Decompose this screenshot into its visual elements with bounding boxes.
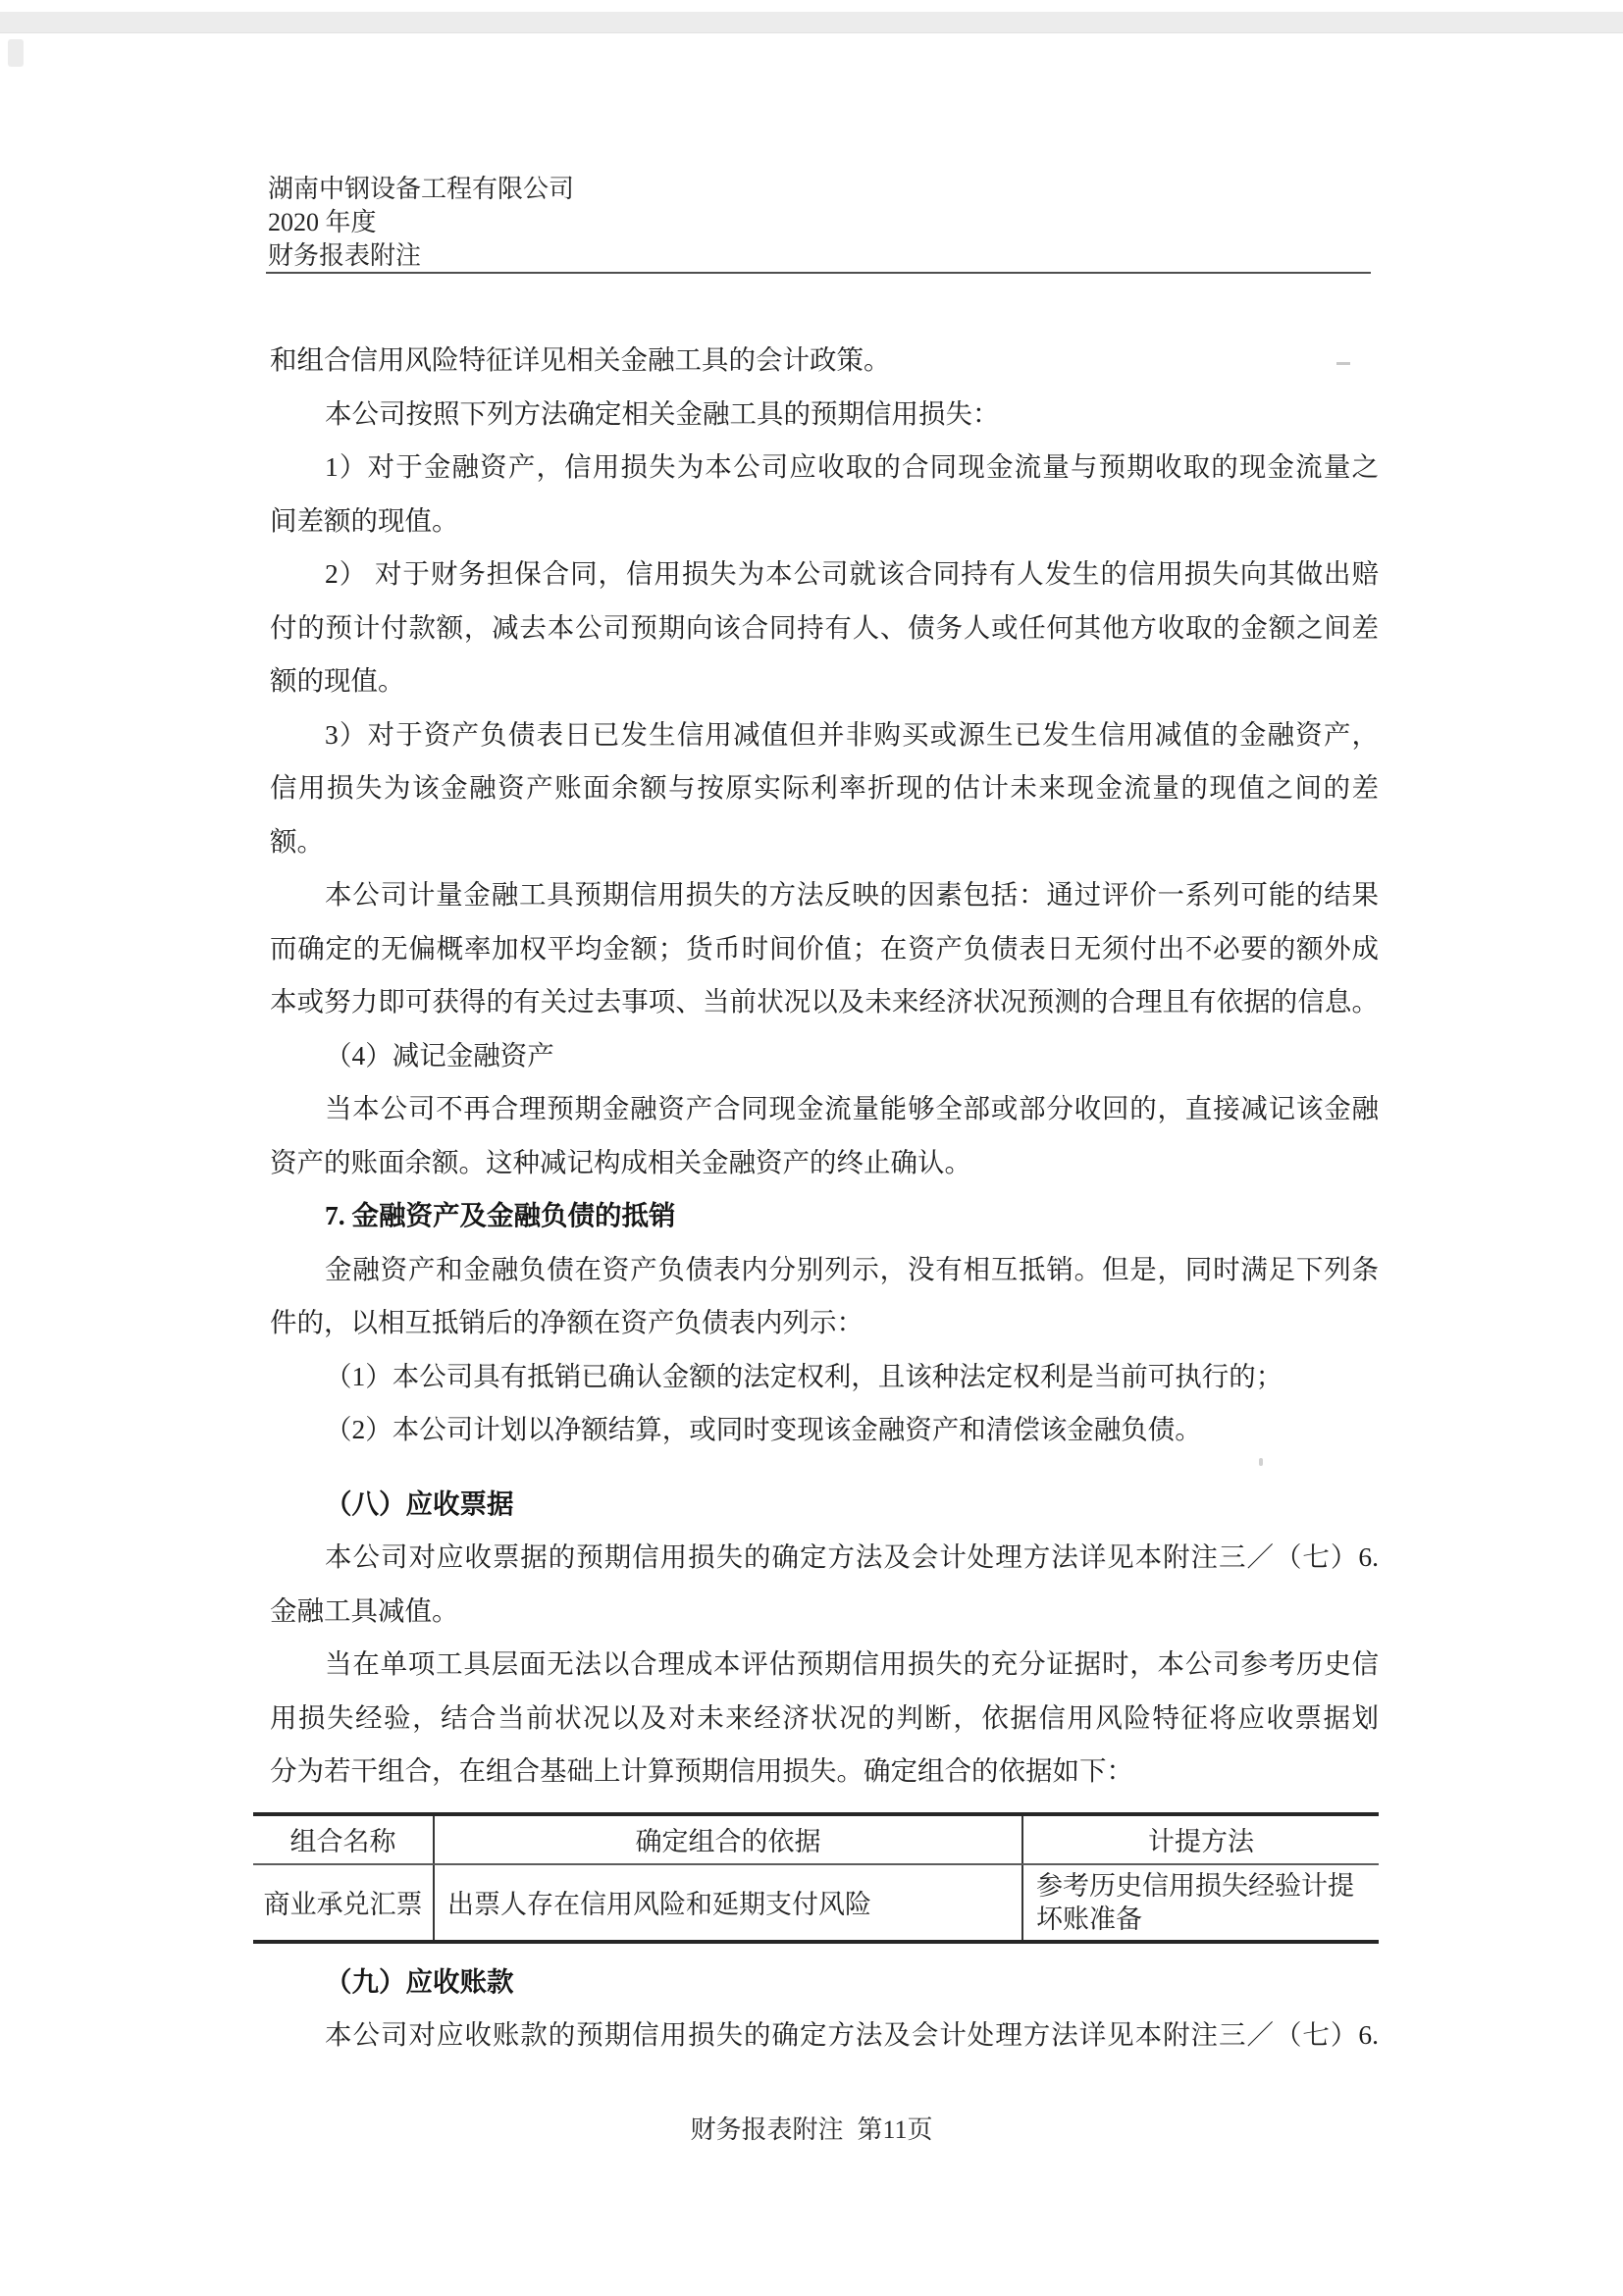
doc-type-title: 财务报表附注 [268, 241, 422, 270]
body-line: 金融资产和金融负债在资产负债表内分别列示，没有相互抵销。但是，同时满足下列条 [325, 1253, 1379, 1284]
body-line: 本或努力即可获得的有关过去事项、当前状况以及未来经济状况预测的合理且有依据的信息。 [270, 986, 1379, 1017]
body-line: 用损失经验，结合当前状况以及对未来经济状况的判断，依据信用风险特征将应收票据划 [270, 1701, 1379, 1733]
section-heading-notes-receivable: （八）应收票据 [325, 1487, 514, 1519]
cell-portfolio-basis: 出票人存在信用风险和延期支付风险 [434, 1864, 1022, 1942]
document-header [268, 173, 574, 273]
body-line: 当本公司不再合理预期金融资产合同现金流量能够全部或部分收回的，直接减记该金融 [325, 1093, 1379, 1123]
fiscal-year: 2020 年度 [268, 208, 377, 236]
body-line: 和组合信用风险特征详见相关金融工具的会计政策。 [270, 344, 891, 375]
body-line: 金融工具减值。 [270, 1594, 459, 1626]
body-line: （1）本公司具有抵销已确认金额的法定权利，且该种法定权利是当前可执行的； [325, 1360, 1283, 1391]
page-footer [0, 2110, 1623, 2146]
cell-provision-method: 参考历史信用损失经验计提坏账准备 [1022, 1864, 1379, 1942]
body-line: 而确定的无偏概率加权平均金额；货币时间价值；在资产负债表日无须付出不必要的额外成 [270, 932, 1379, 964]
body-line: 额的现值。 [270, 665, 405, 696]
company-name: 湖南中钢设备工程有限公司 [268, 175, 575, 203]
body-line: 件的，以相互抵销后的净额在资产负债表内列示： [270, 1307, 864, 1337]
portfolio-table [253, 1812, 1379, 1944]
body-line: 分为若干组合，在组合基础上计算预期信用损失。确定组合的依据如下： [270, 1755, 1133, 1786]
body-line: 当在单项工具层面无法以合理成本评估预期信用损失的充分证据时，本公司参考历史信 [325, 1648, 1379, 1679]
scan-artifact-smudge [8, 39, 24, 67]
document-body [263, 334, 1379, 2062]
cell-portfolio-name: 商业承兑汇票 [263, 1890, 423, 1919]
section-heading-accounts-receivable: （九）应收账款 [325, 1965, 514, 1997]
body-line: 2） 对于财务担保合同，信用损失为本公司就该合同持有人发生的信用损失向其做出赔 [325, 558, 1379, 589]
body-line: 额。 [270, 825, 324, 857]
body-line: （2）本公司计划以净额结算，或同时变现该金融资产和清偿该金融负债。 [325, 1414, 1202, 1444]
body-line: 3）对于资产负债表日已发生信用减值但并非购买或源生已发生信用减值的金融资产， [325, 718, 1379, 750]
scan-artifact-band [0, 12, 1623, 33]
col-header-portfolio-basis: 确定组合的依据 [434, 1814, 1022, 1864]
section-heading-offset: 7. 金融资产及金融负债的抵销 [325, 1200, 676, 1230]
body-line: 资产的账面余额。这种减记构成相关金融资产的终止确认。 [270, 1146, 971, 1177]
header-divider [266, 272, 1371, 274]
body-line: 本公司计量金融工具预期信用损失的方法反映的因素包括：通过评价一系列可能的结果 [325, 879, 1379, 910]
col-header-portfolio-name: 组合名称 [253, 1814, 434, 1864]
body-line: 本公司对应收账款的预期信用损失的确定方法及会计处理方法详见本附注三／（七）6. [325, 2019, 1379, 2050]
body-line: （4）减记金融资产 [325, 1039, 554, 1070]
col-header-provision-method: 计提方法 [1022, 1814, 1379, 1864]
body-line: 本公司按照下列方法确定相关金融工具的预期信用损失： [325, 397, 1000, 429]
footer-page-number: 第11页 [857, 2115, 933, 2144]
footer-doc-label: 财务报表附注 [690, 2115, 844, 2144]
body-line: 间差额的现值。 [270, 504, 459, 536]
table-header-row [253, 1814, 1379, 1864]
body-line: 信用损失为该金融资产账面余额与按原实际利率折现的估计未来现金流量的现值之间的差 [270, 772, 1379, 803]
body-line: 付的预计付款额，减去本公司预期向该合同持有人、债务人或任何其他方收取的金额之间差 [270, 611, 1379, 643]
body-line: 1）对于金融资产，信用损失为本公司应收取的合同现金流量与预期收取的现金流量之 [325, 451, 1379, 482]
table-row [253, 1864, 1379, 1942]
body-line: 本公司对应收票据的预期信用损失的确定方法及会计处理方法详见本附注三／（七）6. [325, 1541, 1379, 1572]
